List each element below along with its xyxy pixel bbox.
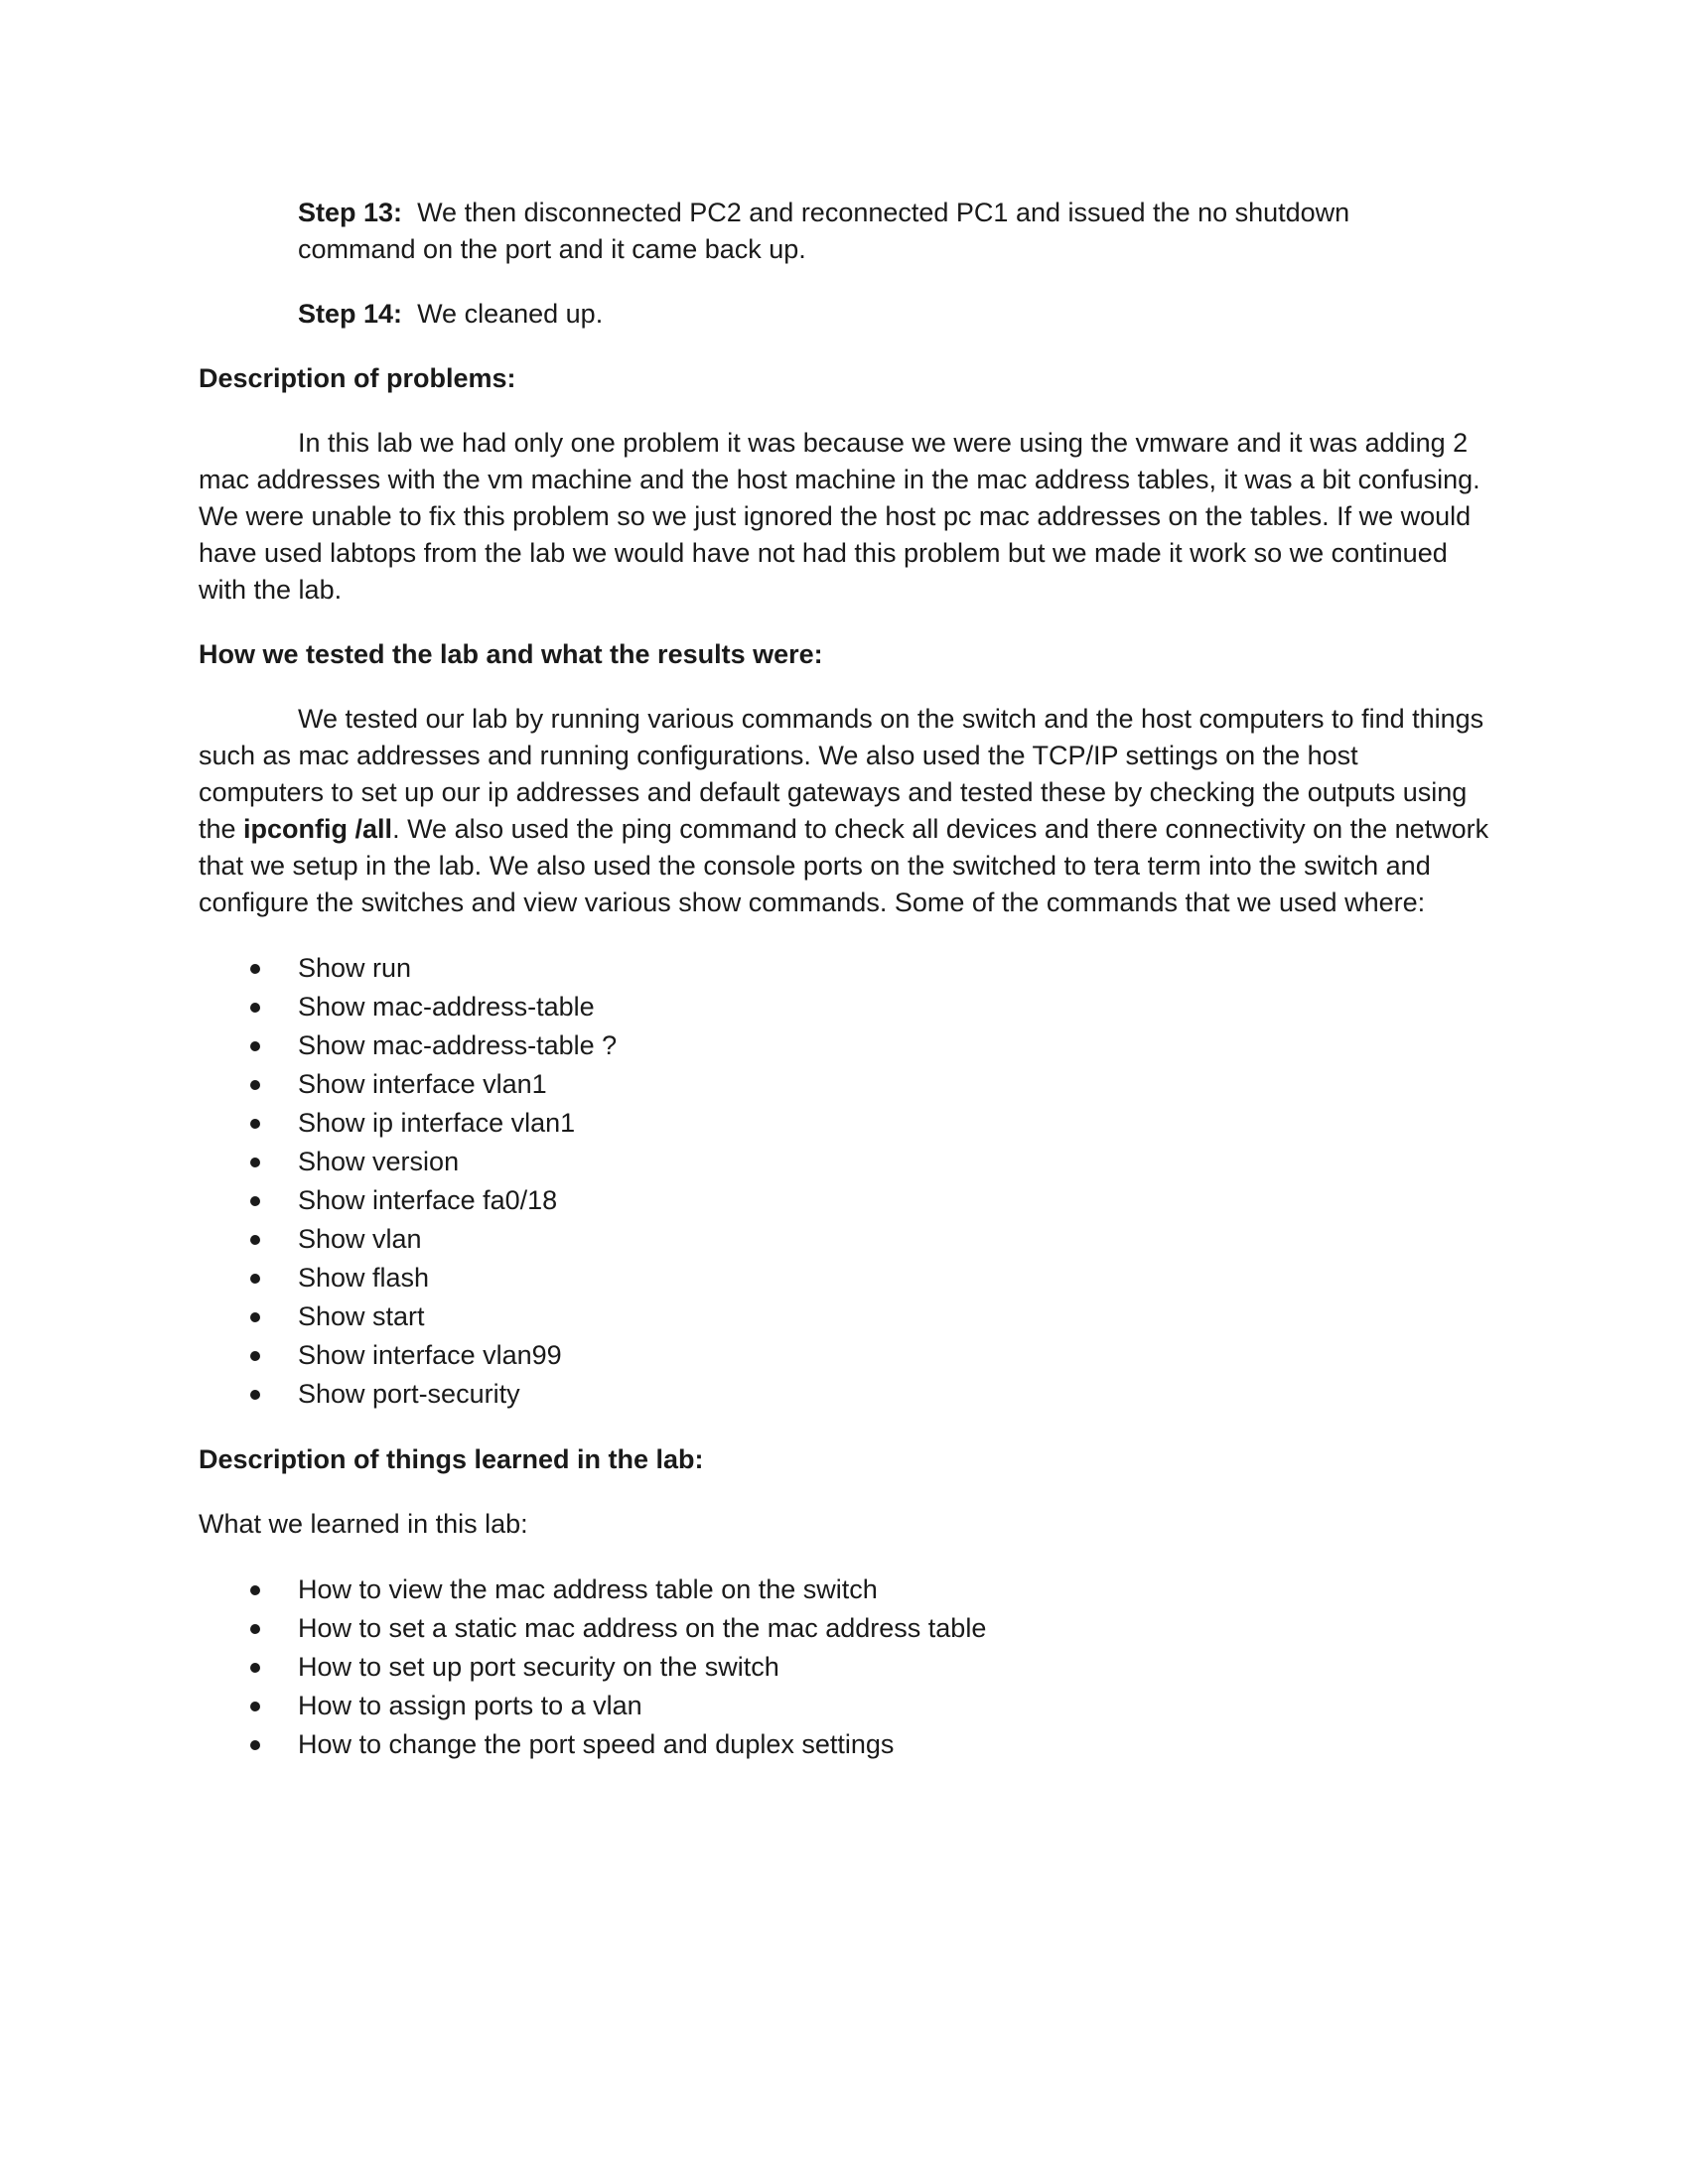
document-body — [199, 195, 1489, 1792]
list-item — [199, 1375, 1489, 1414]
list-item — [199, 949, 1489, 988]
step-14-label: Step 14: — [298, 299, 403, 329]
list-item — [199, 1220, 1489, 1259]
step-14-text: We cleaned up. — [417, 299, 604, 329]
bullet-icon — [250, 1041, 260, 1051]
testing-text-after: . We also used the ping command to check all devices and there connectivity on the network that we setup in the lab. We also used the console ports on the switched to tera term into the switch and configure the switches and view various show commands. Some of the commands that we used where: — [199, 814, 1489, 917]
bullet-icon — [250, 1196, 260, 1206]
step-13-label: Step 13: — [298, 198, 403, 227]
list-item — [199, 1609, 1489, 1648]
command-text: Show mac-address-table — [298, 992, 595, 1022]
bullet-icon — [250, 1740, 260, 1750]
learned-text: How to change the port speed and duplex settings — [298, 1729, 895, 1759]
commands-list — [199, 949, 1489, 1414]
bullet-icon — [250, 1351, 260, 1361]
command-text: Show mac-address-table ? — [298, 1030, 618, 1060]
bullet-icon — [250, 1624, 260, 1634]
learned-text: How to view the mac address table on the switch — [298, 1574, 878, 1604]
bullet-icon — [250, 1663, 260, 1673]
bullet-icon — [250, 1119, 260, 1129]
step-14 — [298, 296, 1390, 333]
list-item — [199, 1026, 1489, 1065]
bullet-icon — [250, 1003, 260, 1013]
step-13-text: We then disconnected PC2 and reconnected PC1 and issued the no shutdown command on the port and it came back up. — [298, 198, 1350, 264]
command-text: Show port-security — [298, 1379, 520, 1409]
list-item — [199, 1687, 1489, 1725]
bullet-icon — [250, 1235, 260, 1245]
bullet-icon — [250, 1158, 260, 1167]
list-item — [199, 1297, 1489, 1336]
learned-intro: What we learned in this lab: — [199, 1509, 528, 1539]
bullet-icon — [250, 1312, 260, 1322]
testing-paragraph — [199, 701, 1489, 921]
testing-text-before: We tested our lab by running various commands on the switch and the host computers to find things such as mac addresses and running configurations. We also used the TCP/IP settings on the host computers to set up our ip addresses and default gateways and tested these by checking the outputs using the — [199, 704, 1484, 844]
command-text: Show version — [298, 1147, 460, 1176]
command-text: Show flash — [298, 1263, 430, 1293]
list-item — [199, 1259, 1489, 1297]
testing-command-bold: ipconfig /all — [243, 814, 393, 844]
learned-heading: Description of things learned in the lab: — [199, 1444, 704, 1474]
list-item — [199, 1336, 1489, 1375]
list-item — [199, 1181, 1489, 1220]
command-text: Show interface vlan1 — [298, 1069, 547, 1099]
command-text: Show ip interface vlan1 — [298, 1108, 576, 1138]
command-text: Show vlan — [298, 1224, 422, 1254]
learned-text: How to set up port security on the switch — [298, 1652, 779, 1682]
learned-list — [199, 1570, 1489, 1764]
learned-text: How to assign ports to a vlan — [298, 1691, 642, 1720]
testing-heading: How we tested the lab and what the results were: — [199, 639, 823, 669]
command-text: Show interface vlan99 — [298, 1340, 562, 1370]
bullet-icon — [250, 1702, 260, 1711]
learned-text: How to set a static mac address on the mac address table — [298, 1613, 987, 1643]
bullet-icon — [250, 964, 260, 974]
command-text: Show run — [298, 953, 412, 983]
bullet-icon — [250, 1390, 260, 1400]
bullet-icon — [250, 1585, 260, 1595]
list-item — [199, 1143, 1489, 1181]
list-item — [199, 988, 1489, 1026]
bullet-icon — [250, 1274, 260, 1284]
list-item — [199, 1725, 1489, 1764]
list-item — [199, 1648, 1489, 1687]
list-item — [199, 1104, 1489, 1143]
problems-heading: Description of problems: — [199, 363, 516, 393]
command-text: Show start — [298, 1301, 425, 1331]
step-13 — [298, 195, 1390, 268]
problems-paragraph: In this lab we had only one problem it was because we were using the vmware and it was adding 2 mac addresses with the vm machine and the host machine in the mac address tables, it was a bit confusing. We were unable to fix this problem so we just ignored the host pc mac addresses on the tables. If we would have used labtops from the lab we would have not had this problem but we made it work so we continued with the lab. — [199, 428, 1480, 605]
list-item — [199, 1570, 1489, 1609]
list-item — [199, 1065, 1489, 1104]
command-text: Show interface fa0/18 — [298, 1185, 558, 1215]
bullet-icon — [250, 1080, 260, 1090]
